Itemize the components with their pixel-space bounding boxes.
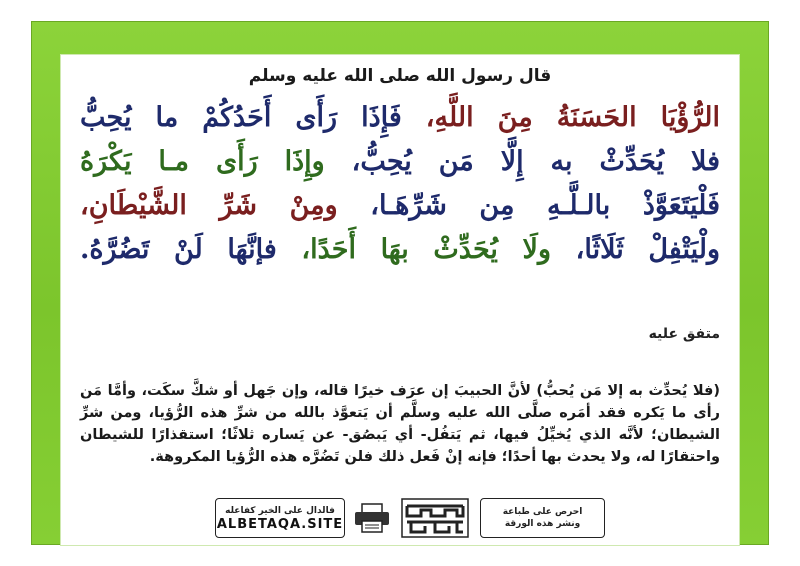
hadith-segment: فلا يُحَدِّثْ به إِلَّا مَن يُحِبُّ، [324,146,720,177]
hadith-line [80,96,720,140]
explanation-text: (فلا يُحدِّث به إلا مَن يُحبُّ) لأنَّ الحبيبَ إن عرَف خيرًا قاله، وإن جَهل أو شكَّ سكَت، وأمَّا مَن رأى ما يَكره فقد أمَره صلَّى الله عليه وسلَّم أن يَتعوَّذ بالله من شرِّ هذه الرُّؤيا، ومن شرِّ الشيطان؛ لأنَّه الذي يُخيِّلُ فيها، ثم يَتفُل- أي يَبصُق- عن يَساره ثلاثًا؛ استقذارًا للشيطان واحتقارًا له، ولا يحدث بها أحدًا؛ فإنه إنْ فَعل ذلك فلن تَضُرَّه هذه الرُّؤيا المكروهة. [80,383,720,465]
footer-bar [215,498,605,538]
hadith-text [80,96,720,272]
print-reminder-line2: ونشر هذه الورقة [504,519,581,529]
print-reminder-box [480,498,605,538]
page-heading: قال رسول الله صلى الله عليه وسلم [248,66,552,86]
hadith-line [80,228,720,272]
site-url: ALBETAQA.SITE [216,516,344,532]
hadith-segment: ولْيَتْفِلْ ثَلَاثًا، [551,234,721,265]
hadith-segment: ولَا يُحَدِّثْ بهَا أَحَدًا، [276,234,551,265]
printer-icon [352,502,392,534]
hadith-source: متفق عليه [648,326,720,342]
hadith-segment: وإِذَا رَأَى مـا يَكْرَهُ [80,146,325,177]
print-reminder-line1: احرص على طباعة [502,507,583,517]
hadith-segment: فَلْيَتَعَوَّذْ بالـلَّـهِ مِن شَرِّهَـا، [337,190,720,221]
hadith-segment: ومِنْ شَرِّ الشَّيْطَانِ، [80,190,338,221]
site-box[interactable] [215,498,345,538]
hadith-line [80,184,720,228]
dawah-paper-logo [401,498,469,538]
hadith-segment: الرُّؤْيَا الحَسَنَةُ مِنَ اللَّهِ، [401,102,721,133]
hadith-line [80,140,720,184]
site-motto: فالدال على الخير كفاعله [225,505,335,516]
hadith-segment: فَإِذَا رَأَى أَحَدُكُمْ ما يُحِبُّ [80,102,402,133]
hadith-segment: فإنَّهَا لَنْ تَضُرَّهُ. [80,234,277,265]
